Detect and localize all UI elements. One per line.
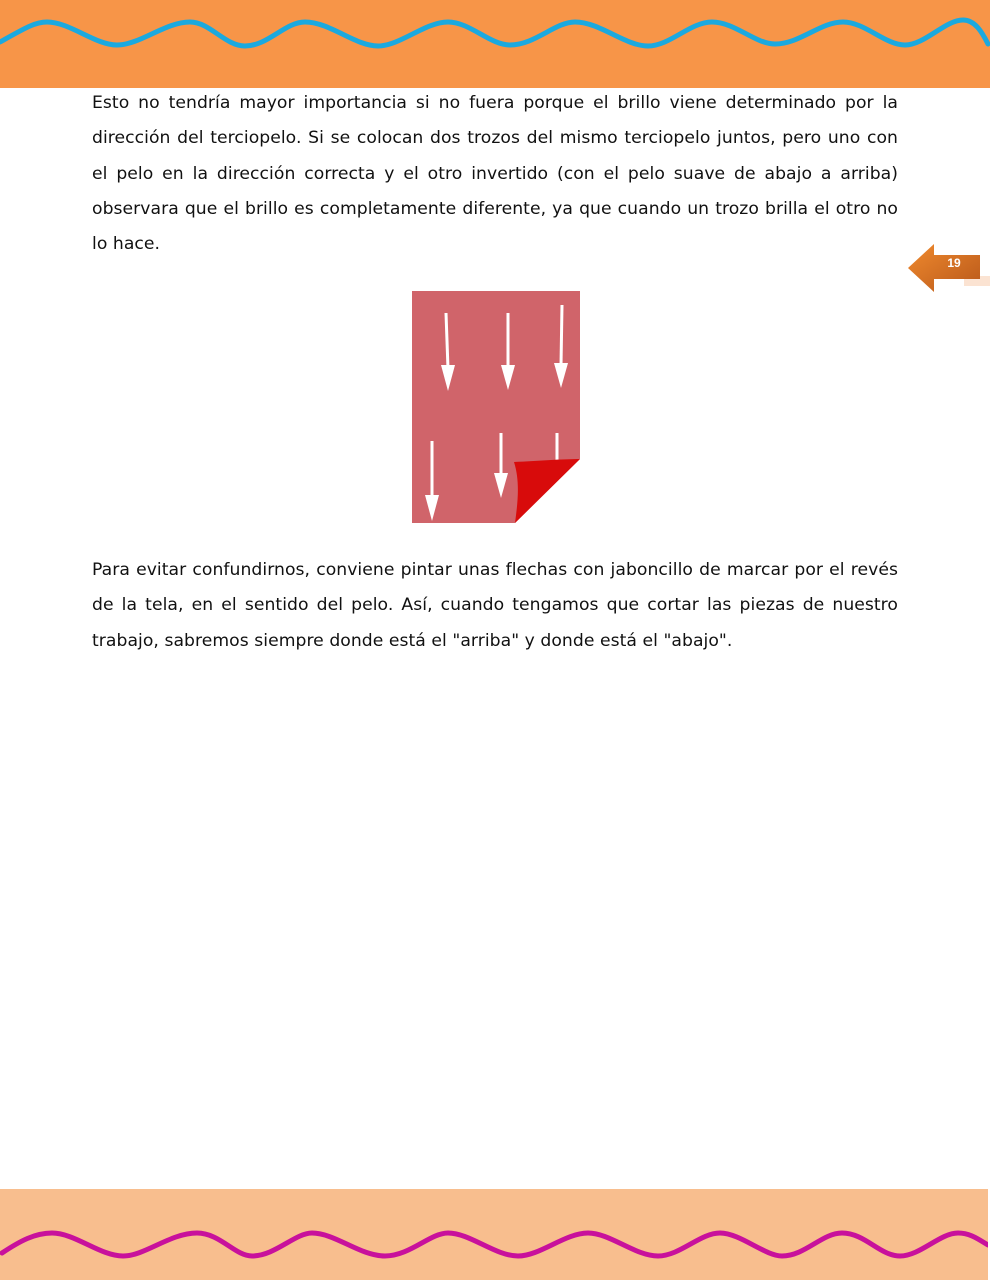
fabric-nap-arrows-illustration <box>412 291 580 523</box>
page-number-badge <box>906 242 990 294</box>
paragraph-nap-direction-explanation: Esto no tendría mayor importancia si no fuera porque el brillo viene determinado por la dirección del terciopelo. Si se colocan dos trozos del mismo terciopelo juntos, pero uno con el pelo en la dirección correcta y el otro invertido (con el pelo suave de abajo a arriba) observara que el brillo es completamente diferente, ya que cuando un trozo brilla el otro no lo hace. <box>92 93 898 255</box>
fabric-with-arrows-image <box>412 291 580 523</box>
page-number: 19 <box>947 256 961 270</box>
paragraph-marking-arrows-advice: Para evitar confundirnos, conviene pintar unas flechas con jaboncillo de marcar por el revés de la tela, en el sentido del pelo. Así, cuando tengamos que cortar las piezas de nuestro trabajo, sabremos siempre donde está el "arriba" y donde está el "abajo". <box>92 560 898 651</box>
footer-decorative-band <box>0 1189 988 1280</box>
header-decorative-band <box>0 0 990 88</box>
blue-wave-decoration-icon <box>0 0 990 88</box>
magenta-wave-decoration-icon <box>0 1189 988 1280</box>
